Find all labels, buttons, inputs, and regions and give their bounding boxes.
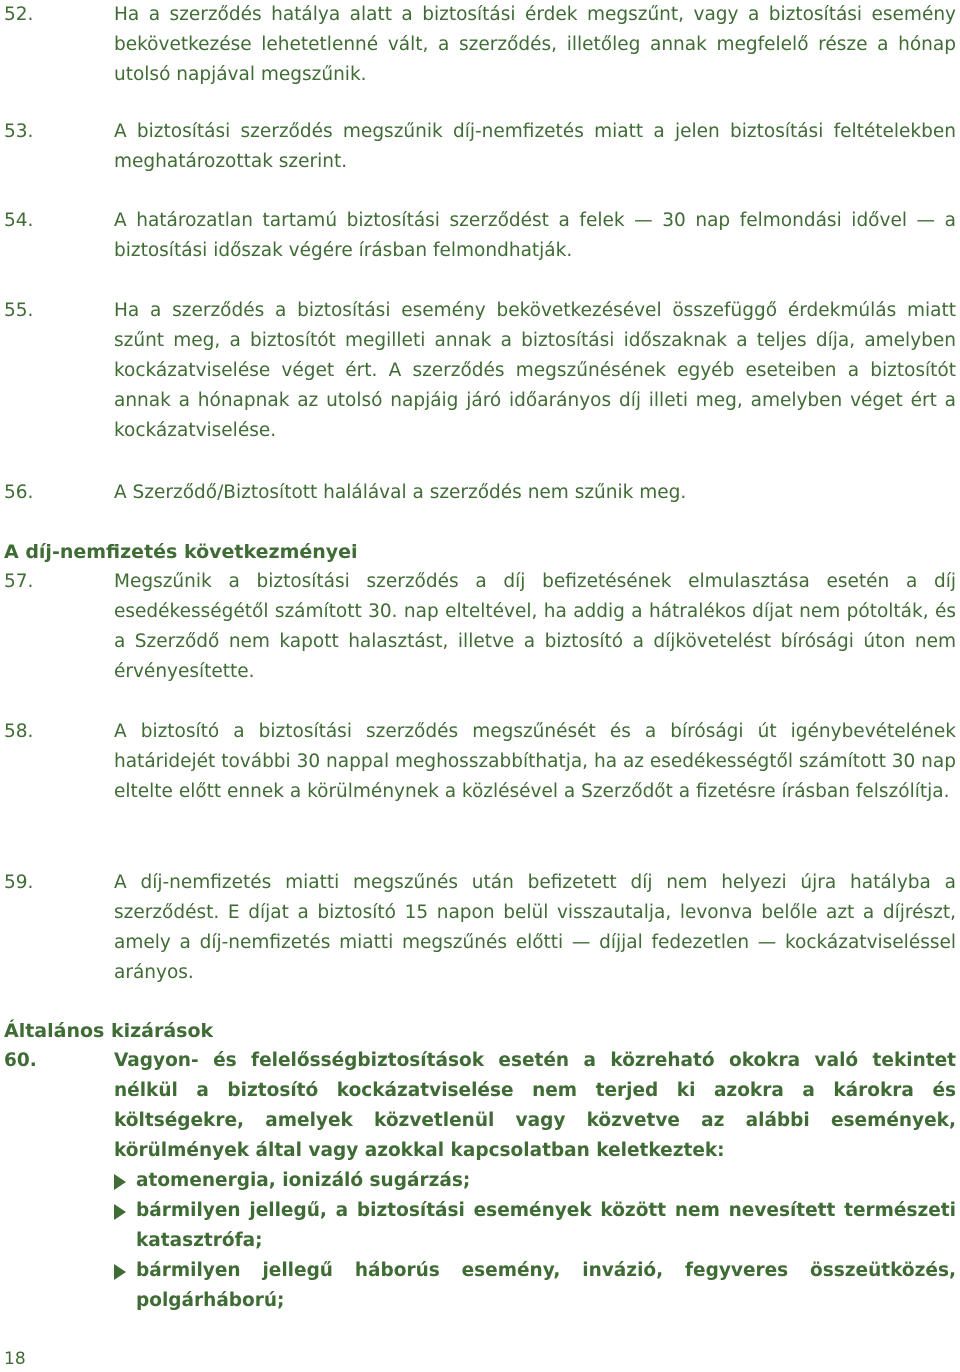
clause-text: A biztosító a biztosítási szerződés megszűnését és a bírósági út igénybevételének határidejét további 30 nappal meghosszabbíthatja, ha az esedékességtől számított 30 nap eltelte előtt ennek a körülménynek a közlésével a Szerződőt a fizetésre írásban felszólítja.	[114, 721, 956, 802]
clause-text: Ha a szerződés a biztosítási esemény bekövetkezésével összefüggő érdekmúlás miatt szűnt meg, a biztosítót megilleti annak a biztosítási időszaknak a teljes díja, amelyben kockázatviselése véget ért. A szerződés megszűnésének egyéb eseteiben a biztosítót annak a hónapnak az utolsó napjáig járó időarányos díj illeti meg, amelyben véget ért a kockázatviselése.	[114, 300, 956, 441]
exclusion-list	[114, 1166, 956, 1316]
clause-number: 57.	[4, 571, 34, 592]
triangle-right-icon	[114, 1256, 136, 1286]
list-item-text: atomenergia, ionizáló sugárzás;	[136, 1170, 471, 1191]
clause-53	[0, 117, 956, 177]
triangle-right-icon	[114, 1166, 136, 1196]
clause-59	[0, 868, 956, 988]
clause-number: 53.	[4, 121, 34, 142]
clause-52	[0, 0, 956, 90]
list-item-text: bármilyen jellegű, a biztosítási események között nem nevesített természeti katasztrófa;	[136, 1200, 956, 1251]
clause-text: Ha a szerződés hatálya alatt a biztosítási érdek megszűnt, vagy a biztosítási esemény bekövetkezése lehetetlenné vált, a szerződés, illetőleg annak megfelelő része a hónap utolsó napjával megszűnik.	[114, 4, 956, 85]
clause-58	[0, 717, 956, 807]
clause-55	[0, 296, 956, 446]
clause-text: Megszűnik a biztosítási szerződés a díj befizetésének elmulasztása esetén a díj esedékességétől számított 30. nap elteltével, ha addig a hátralékos díjat nem pótolták, és a Szerződő nem kapott halasztást, illetve a biztosító a díjkövetelést bírósági úton nem érvényesítette.	[114, 571, 956, 682]
clause-text: A Szerződő/Biztosított halálával a szerződés nem szűnik meg.	[114, 482, 687, 503]
list-item	[114, 1256, 956, 1316]
clause-number: 54.	[4, 210, 34, 231]
clause-text: A biztosítási szerződés megszűnik díj-nemfizetés miatt a jelen biztosítási feltételekben meghatározottak szerint.	[114, 121, 956, 172]
clause-number: 59.	[4, 872, 34, 893]
clause-number: 58.	[4, 721, 34, 742]
section-heading-exclusions: Általános kizárások	[4, 1020, 214, 1042]
clause-number: 56.	[4, 482, 34, 503]
clause-number: 60.	[4, 1050, 37, 1071]
list-item-text: bármilyen jellegű háborús esemény, invázió, fegyveres összeütközés, polgárháború;	[136, 1260, 956, 1311]
clause-text: A díj-nemfizetés miatti megszűnés után befizetett díj nem helyezi újra hatályba a szerződést. E díjat a biztosító 15 napon belül visszautalja, levonva belőle azt a díjrészt, amely a díj-nemfizetés miatti megszűnés előtti — díjjal fedezetlen — kockázatviseléssel arányos.	[114, 872, 956, 983]
page-number: 18	[4, 1349, 26, 1369]
section-heading-nonpayment: A díj-nemfizetés következményei	[4, 541, 358, 563]
clause-60	[0, 1046, 956, 1166]
clause-number: 55.	[4, 300, 34, 321]
clause-54	[0, 206, 956, 266]
list-item	[114, 1166, 956, 1196]
list-item	[114, 1196, 956, 1256]
clause-number: 52.	[4, 4, 34, 25]
triangle-right-icon	[114, 1196, 136, 1226]
clause-text: A határozatlan tartamú biztosítási szerződést a felek — 30 nap felmondási idővel — a biztosítási időszak végére írásban felmondhatják.	[114, 210, 956, 261]
clause-56	[0, 478, 956, 508]
clause-text: Vagyon- és felelősségbiztosítások esetén a közreható okokra való tekintet nélkül a biztosító kockázatviselése nem terjed ki azokra a károkra és költségekre, amelyek közvetlenül vagy közvetve az alábbi események, körülmények által vagy azokkal kapcsolatban keletkeztek:	[114, 1050, 956, 1161]
clause-57	[0, 567, 956, 687]
